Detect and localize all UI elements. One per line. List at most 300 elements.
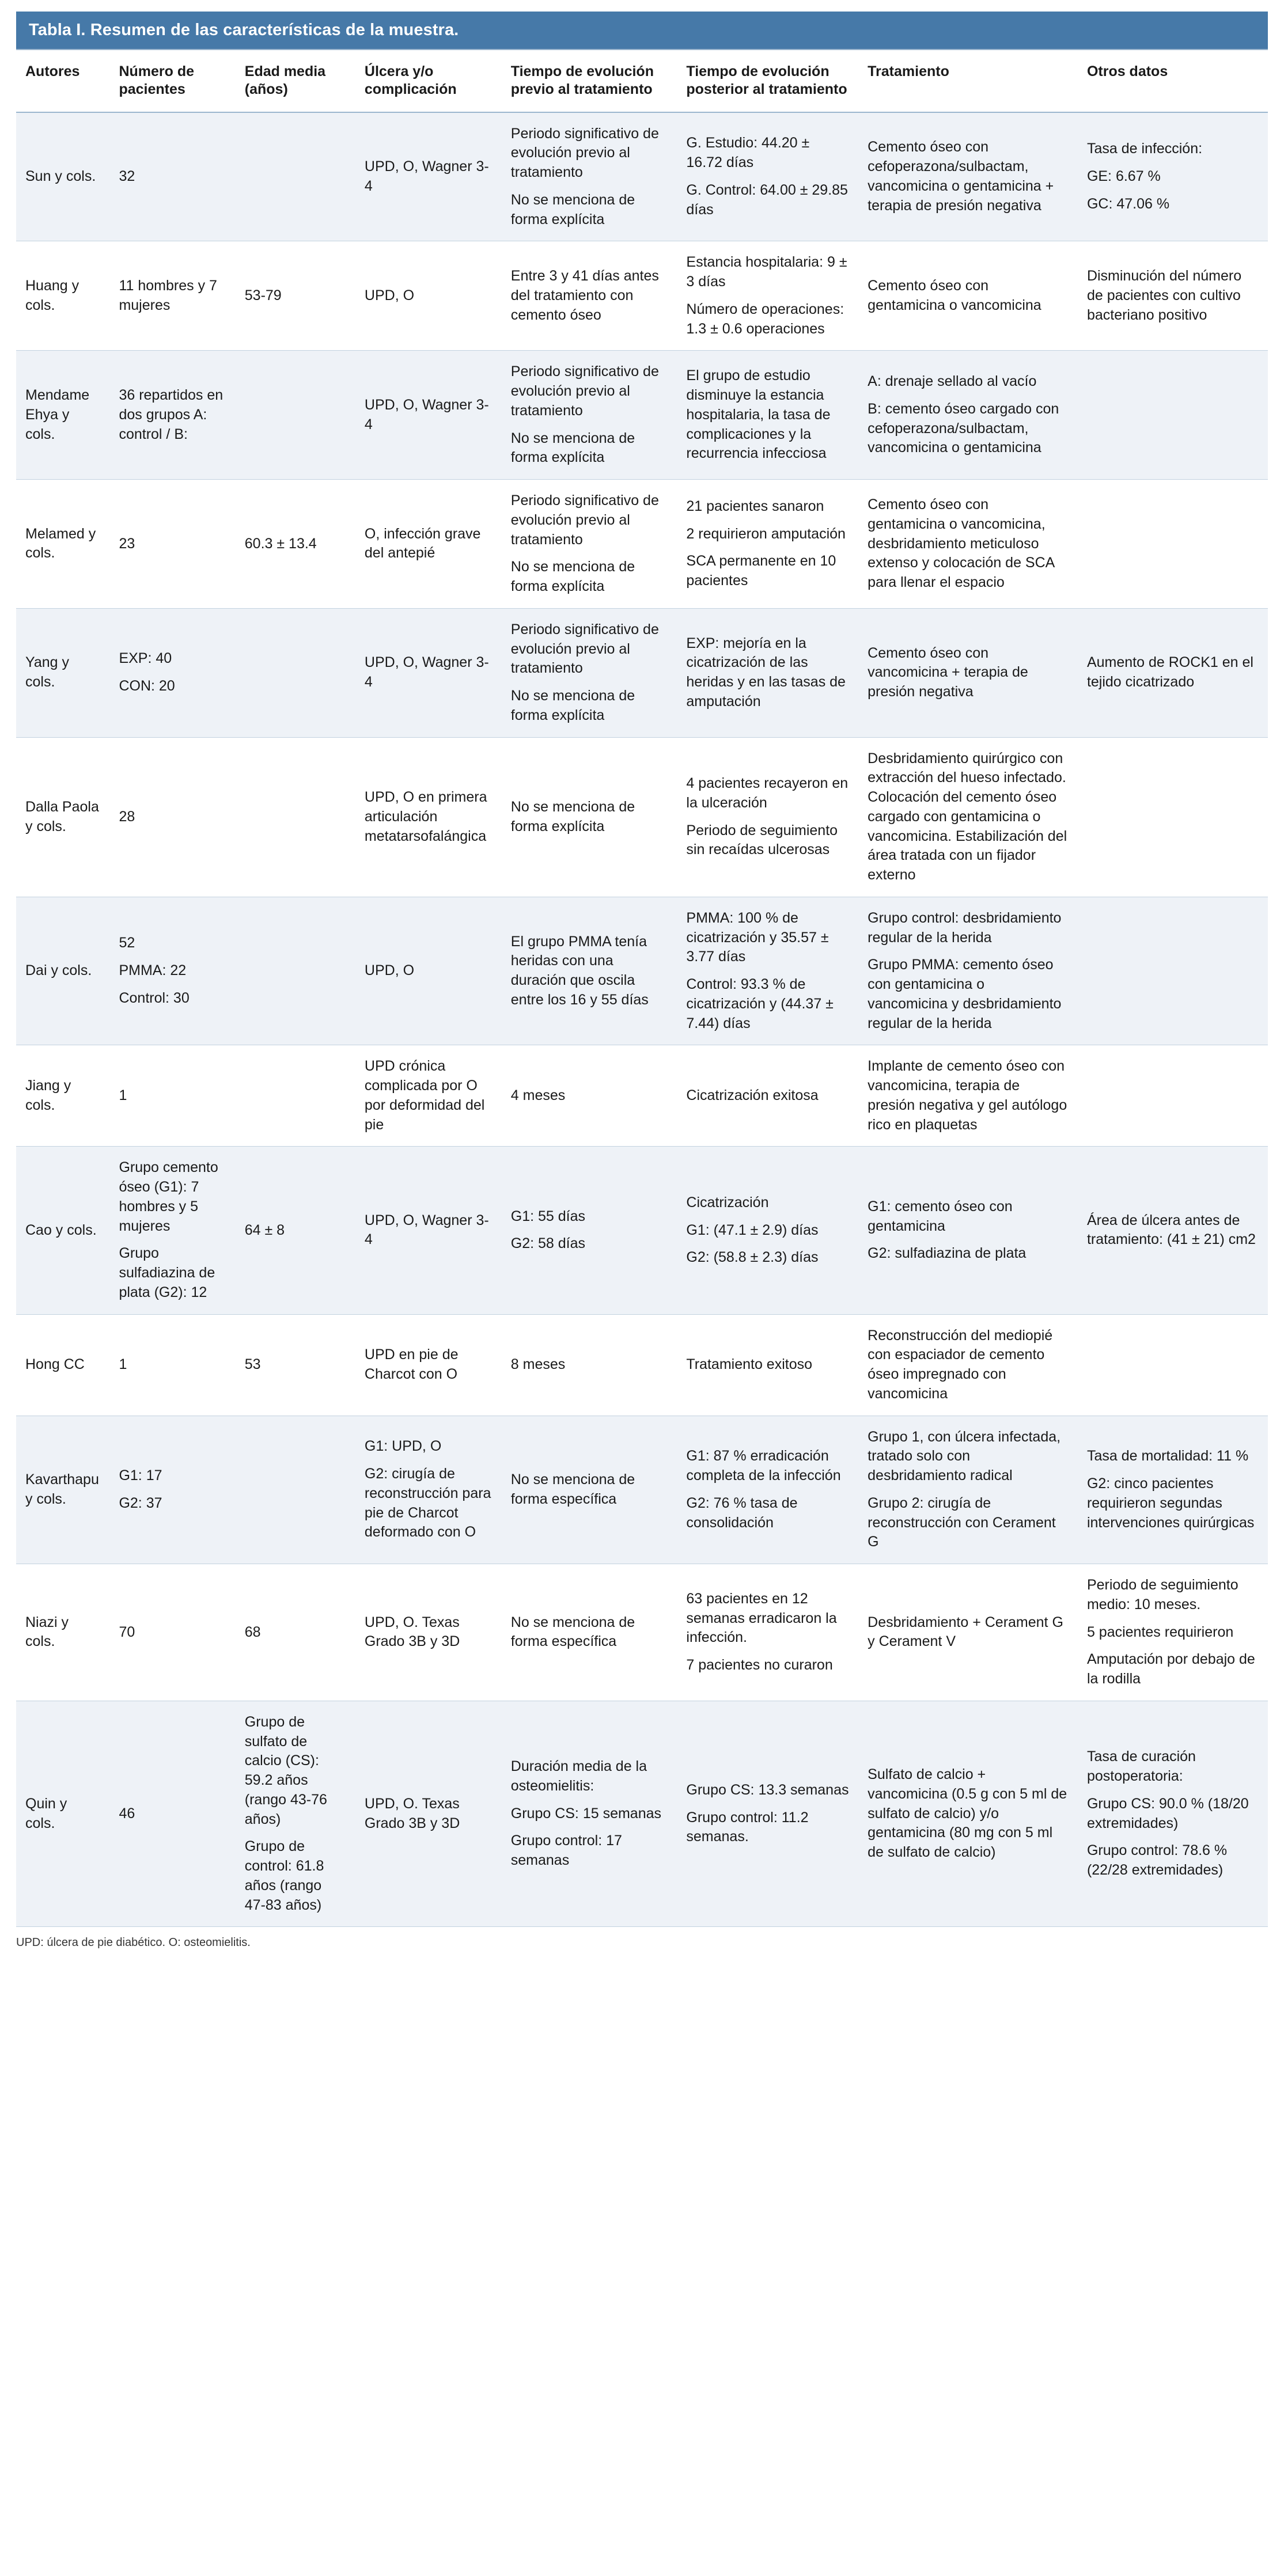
cell-line: Periodo de seguimiento medio: 10 meses.	[1086, 1577, 1238, 1613]
cell-tratamiento	[858, 1147, 1078, 1314]
cell-line: 23	[119, 535, 135, 552]
table-body	[16, 112, 1268, 1927]
cell-content	[511, 267, 668, 325]
cell-line: Tasa de infección:	[1086, 141, 1203, 157]
table-row	[16, 1314, 1268, 1416]
cell-line: UPD en pie de Charcot con O	[364, 1346, 459, 1382]
cell-line: Grupo control: 11.2 semanas.	[686, 1809, 809, 1845]
cell-numero-pacientes	[109, 1416, 235, 1564]
cell-line: 1	[119, 1356, 127, 1373]
cell-content	[686, 1086, 849, 1106]
cell-otros-datos	[1078, 1564, 1268, 1701]
cell-content	[25, 653, 100, 692]
cell-numero-pacientes	[109, 1701, 235, 1927]
column-header-tratamiento: Tratamiento	[858, 50, 1078, 112]
cell-edad-media	[236, 1045, 355, 1147]
cell-line: Dalla Paola y cols.	[25, 798, 99, 834]
cell-ulcera-complicacion	[355, 1314, 502, 1416]
cell-line: UPD, O, Wagner 3-4	[364, 1212, 489, 1248]
cell-tiempo-previo	[502, 1564, 677, 1701]
cell-line: 52	[119, 935, 135, 951]
cell-content	[25, 798, 100, 837]
cell-line: Periodo de seguimiento sin recaídas ulcerosas	[686, 822, 838, 858]
cell-autores	[16, 1416, 109, 1564]
cell-content	[119, 934, 226, 1008]
cell-content	[365, 1795, 493, 1834]
column-header-autores: Autores	[16, 50, 109, 112]
table-header	[16, 50, 1268, 112]
cell-line: Grupo de control: 61.8 años (rango 47-83 años)	[244, 1838, 324, 1913]
cell-content	[686, 634, 849, 712]
cell-content	[511, 798, 668, 837]
cell-numero-pacientes	[109, 608, 235, 737]
cell-line: 28	[119, 808, 135, 825]
cell-line: Área de úlcera antes de tratamiento: (41 ± 21) cm2	[1086, 1212, 1256, 1248]
cell-line: Cemento óseo con gentamicina o vancomicina, desbridamiento meticuloso extenso y colocación de SCA para llenar el espacio	[868, 496, 1054, 590]
cell-otros-datos	[1078, 1147, 1268, 1314]
cell-line: G1: (47.1 ± 2.9) días	[686, 1221, 819, 1238]
cell-line: Cemento óseo con vancomicina + terapia de presión negativa	[868, 644, 1028, 700]
cell-line: No se menciona de forma explícita	[510, 688, 635, 723]
cell-content	[686, 497, 849, 591]
table-caption: Tabla I. Resumen de las características de la muestra.	[16, 12, 1268, 49]
table-row	[16, 1147, 1268, 1314]
cell-content	[511, 1207, 668, 1254]
cell-autores	[16, 1564, 109, 1701]
cell-content	[365, 1437, 493, 1542]
cell-line: G1: cemento óseo con gentamicina	[868, 1198, 1013, 1234]
cell-tiempo-previo	[502, 897, 677, 1045]
cell-line: Tasa de curación postoperatoria:	[1086, 1748, 1196, 1784]
cell-tratamiento	[858, 1314, 1078, 1416]
cell-autores	[16, 897, 109, 1045]
cell-line: Grupo CS: 15 semanas	[510, 1805, 662, 1822]
cell-content	[25, 386, 100, 444]
cell-content	[1087, 653, 1259, 692]
table-row	[16, 351, 1268, 480]
cell-tiempo-posterior	[677, 241, 858, 351]
cell-content	[119, 807, 226, 827]
cell-line: 4 meses	[510, 1087, 566, 1103]
cell-content	[25, 961, 100, 981]
cell-otros-datos	[1078, 1314, 1268, 1416]
cell-tratamiento	[858, 351, 1078, 480]
cell-edad-media	[236, 897, 355, 1045]
cell-line: G. Estudio: 44.20 ± 16.72 días	[686, 135, 810, 171]
cell-otros-datos	[1078, 897, 1268, 1045]
cell-content	[365, 286, 493, 306]
cell-tiempo-previo	[502, 1147, 677, 1314]
cell-line: EXP: 40	[119, 650, 172, 667]
cell-line: UPD, O	[364, 287, 415, 303]
table-row	[16, 241, 1268, 351]
cell-content	[365, 1613, 493, 1652]
cell-line: Melamed y cols.	[25, 525, 96, 562]
cell-line: Reconstrucción del mediopié con espaciador de cemento óseo impregnado con vancomicina	[868, 1327, 1053, 1402]
cell-line: PMMA: 100 % de cicatrización y 35.57 ± 3.77 días	[686, 909, 829, 965]
cell-line: 68	[244, 1623, 261, 1640]
cell-autores	[16, 1147, 109, 1314]
cell-numero-pacientes	[109, 351, 235, 480]
cell-line: UPD, O. Texas Grado 3B y 3D	[364, 1614, 460, 1650]
cell-content	[686, 1447, 849, 1532]
column-header-tiempo-previo: Tiempo de evolución previo al tratamiento	[502, 50, 677, 112]
cell-content	[686, 1355, 849, 1375]
cell-tiempo-previo	[502, 241, 677, 351]
cell-line: Duración media de la osteomielitis:	[510, 1758, 647, 1794]
cell-content	[365, 961, 493, 981]
cell-line: Jiang y cols.	[25, 1078, 71, 1113]
cell-tratamiento	[858, 112, 1078, 241]
cell-ulcera-complicacion	[355, 1564, 502, 1701]
column-header-tiempo-posterior: Tiempo de evolución posterior al tratamiento	[677, 50, 858, 112]
cell-line: No se menciona de forma explícita	[510, 430, 635, 466]
cell-line: Desbridamiento quirúrgico con extracción del hueso infectado. Colocación del cemento óseo cargado con gentamicina o vancomicina. Estabilización del área tratada con un fijador externo	[868, 750, 1067, 883]
cell-line: Número de operaciones: 1.3 ± 0.6 operaciones	[686, 301, 844, 337]
cell-content	[1087, 1747, 1259, 1880]
cell-line: Desbridamiento + Cerament G y Cerament V	[868, 1614, 1063, 1650]
cell-content	[686, 1781, 849, 1847]
cell-line: G2: sulfadiazina de plata	[868, 1245, 1027, 1262]
cell-content	[511, 362, 668, 468]
cell-line: Tratamiento exitoso	[686, 1356, 813, 1373]
cell-line: G1: UPD, O	[364, 1438, 442, 1455]
cell-autores	[16, 241, 109, 351]
cell-line: No se menciona de forma explícita	[510, 798, 635, 834]
cell-tiempo-posterior	[677, 1314, 858, 1416]
cell-edad-media	[236, 1147, 355, 1314]
cell-numero-pacientes	[109, 112, 235, 241]
cell-line: G1: 55 días	[510, 1208, 586, 1224]
cell-line: Yang y cols.	[25, 654, 69, 691]
table-row	[16, 112, 1268, 241]
cell-tiempo-posterior	[677, 1416, 858, 1564]
cell-line: 8 meses	[510, 1356, 566, 1373]
cell-line: Cemento óseo con cefoperazona/sulbactam, vancomicina o gentamicina + terapia de presión negativa	[868, 139, 1054, 214]
cell-tiempo-posterior	[677, 1147, 858, 1314]
table-row	[16, 737, 1268, 897]
cell-line: Amputación por debajo de la rodilla	[1086, 1651, 1255, 1687]
cell-tratamiento	[858, 608, 1078, 737]
cell-content	[119, 534, 226, 554]
cell-line: Periodo significativo de evolución previo al tratamiento	[510, 363, 659, 419]
cell-ulcera-complicacion	[355, 112, 502, 241]
cell-ulcera-complicacion	[355, 1147, 502, 1314]
cell-content	[511, 1086, 668, 1106]
column-header-ulcera-complicacion: Úlcera y/o complicación	[355, 50, 502, 112]
cell-content	[25, 1795, 100, 1834]
cell-numero-pacientes	[109, 480, 235, 609]
cell-line: El grupo de estudio disminuye la estancia hospitalaria, la tasa de complicaciones y la recurrencia infecciosa	[686, 367, 831, 462]
cell-line: 53	[244, 1356, 261, 1373]
cell-ulcera-complicacion	[355, 241, 502, 351]
cell-line: SCA permanente en 10 pacientes	[686, 553, 836, 589]
cell-tiempo-posterior	[677, 1045, 858, 1147]
cell-otros-datos	[1078, 480, 1268, 609]
cell-line: A: drenaje sellado al vacío	[868, 373, 1037, 390]
cell-ulcera-complicacion	[355, 737, 502, 897]
table-row	[16, 608, 1268, 737]
cell-line: UPD crónica complicada por O por deformidad del pie	[364, 1058, 485, 1133]
cell-tiempo-previo	[502, 112, 677, 241]
cell-line: GC: 47.06 %	[1086, 195, 1170, 212]
cell-line: UPD, O, Wagner 3-4	[364, 396, 489, 433]
cell-line: 7 pacientes no curaron	[686, 1657, 833, 1674]
cell-edad-media	[236, 737, 355, 897]
cell-numero-pacientes	[109, 1564, 235, 1701]
cell-content	[119, 1623, 226, 1642]
cell-content	[868, 644, 1069, 702]
cell-content	[245, 286, 346, 306]
table-row	[16, 897, 1268, 1045]
cell-edad-media	[236, 1314, 355, 1416]
cell-ulcera-complicacion	[355, 1045, 502, 1147]
cell-line: UPD, O en primera articulación metatarsofalángica	[364, 789, 487, 844]
cell-content	[511, 620, 668, 726]
cell-line: UPD, O. Texas Grado 3B y 3D	[364, 1795, 460, 1831]
cell-content	[365, 1211, 493, 1250]
cell-content	[119, 1158, 226, 1302]
cell-numero-pacientes	[109, 1147, 235, 1314]
cell-content	[365, 653, 493, 692]
cell-ulcera-complicacion	[355, 897, 502, 1045]
cell-content	[25, 167, 100, 187]
cell-line: G1: 17	[119, 1467, 162, 1484]
cell-line: 70	[119, 1623, 135, 1640]
cell-content	[25, 1470, 100, 1509]
table-row	[16, 1045, 1268, 1147]
cell-line: 21 pacientes sanaron	[686, 498, 824, 514]
table-footnote: UPD: úlcera de pie diabético. O: osteomielitis.	[16, 1936, 251, 1949]
cell-content	[868, 749, 1069, 885]
cell-otros-datos	[1078, 241, 1268, 351]
cell-line: Cicatrización exitosa	[686, 1087, 819, 1103]
cell-line: Grupo control: 17 semanas	[510, 1833, 622, 1869]
cell-line: Dai y cols.	[25, 962, 92, 979]
cell-line: G2: 58 días	[510, 1235, 586, 1252]
cell-content	[1087, 267, 1259, 325]
cell-line: G2: 37	[119, 1494, 162, 1511]
cell-line: 46	[119, 1805, 135, 1822]
cell-line: 63 pacientes en 12 semanas erradicaron la infección.	[686, 1590, 837, 1646]
cell-content	[25, 276, 100, 316]
cell-line: G2: (58.8 ± 2.3) días	[686, 1249, 819, 1266]
cell-autores	[16, 1045, 109, 1147]
cell-numero-pacientes	[109, 1045, 235, 1147]
cell-line: Huang y cols.	[25, 278, 79, 313]
cell-line: G2: 76 % tasa de consolidación	[686, 1494, 798, 1531]
cell-line: 64 ± 8	[244, 1221, 285, 1238]
column-header-numero-pacientes: Número de pacientes	[109, 50, 235, 112]
cell-edad-media	[236, 1564, 355, 1701]
cell-autores	[16, 737, 109, 897]
cell-line: Aumento de ROCK1 en el tejido cicatrizado	[1086, 654, 1253, 691]
cell-content	[686, 253, 849, 339]
cell-content	[1087, 1576, 1259, 1689]
cell-tiempo-previo	[502, 1416, 677, 1564]
cell-content	[1087, 1447, 1259, 1532]
cell-tratamiento	[858, 737, 1078, 897]
cell-tiempo-previo	[502, 1045, 677, 1147]
cell-line: Tasa de mortalidad: 11 %	[1086, 1448, 1249, 1465]
cell-line: Disminución del número de pacientes con cultivo bacteriano positivo	[1086, 268, 1242, 323]
cell-line: Grupo control: desbridamiento regular de la herida	[868, 909, 1062, 946]
cell-ulcera-complicacion	[355, 608, 502, 737]
cell-content	[511, 1470, 668, 1509]
sample-characteristics-table	[16, 49, 1268, 1927]
cell-line: Cao y cols.	[25, 1221, 97, 1238]
cell-tiempo-posterior	[677, 351, 858, 480]
cell-line: Sulfato de calcio + vancomicina (0.5 g con 5 ml de sulfato de calcio) y/o gentamicina (80 mg con 5 ml de sulfato de calcio)	[868, 1766, 1067, 1861]
cell-content	[365, 157, 493, 196]
cell-content	[868, 1197, 1069, 1264]
cell-tratamiento	[858, 480, 1078, 609]
cell-autores	[16, 480, 109, 609]
cell-content	[25, 1076, 100, 1116]
cell-numero-pacientes	[109, 897, 235, 1045]
cell-line: GE: 6.67 %	[1086, 168, 1161, 184]
cell-tiempo-previo	[502, 608, 677, 737]
cell-edad-media	[236, 241, 355, 351]
cell-content	[365, 525, 493, 564]
cell-content	[365, 1057, 493, 1135]
cell-numero-pacientes	[109, 737, 235, 897]
cell-line: G1: 87 % erradicación completa de la infección	[686, 1448, 841, 1484]
cell-content	[245, 1623, 346, 1642]
cell-content	[686, 774, 849, 860]
cell-line: 1	[119, 1087, 127, 1103]
cell-content	[119, 1086, 226, 1106]
cell-line: Entre 3 y 41 días antes del tratamiento con cemento óseo	[510, 268, 659, 323]
cell-line: G2: cirugía de reconstrucción para pie de Charcot deformado con O	[364, 1466, 491, 1541]
cell-content	[868, 276, 1069, 316]
cell-autores	[16, 1314, 109, 1416]
cell-line: 36 repartidos en dos grupos A: control / B:	[119, 387, 224, 442]
cell-content	[119, 1355, 226, 1375]
cell-content	[245, 1713, 346, 1915]
cell-content	[119, 386, 226, 444]
column-header-otros-datos: Otros datos	[1078, 50, 1268, 112]
cell-tiempo-previo	[502, 480, 677, 609]
cell-ulcera-complicacion	[355, 1416, 502, 1564]
cell-line: Grupo sulfadiazina de plata (G2): 12	[119, 1245, 215, 1300]
cell-content	[686, 1589, 849, 1675]
cell-tiempo-previo	[502, 737, 677, 897]
cell-content	[25, 1355, 100, 1375]
cell-content	[868, 1765, 1069, 1862]
cell-line: Periodo significativo de evolución previo al tratamiento	[510, 492, 659, 548]
cell-line: Grupo control: 78.6 % (22/28 extremidades)	[1086, 1842, 1228, 1878]
cell-line: Kavarthapu y cols.	[25, 1471, 99, 1507]
cell-content	[1087, 139, 1259, 214]
cell-line: 5 pacientes requirieron	[1086, 1623, 1234, 1640]
cell-content	[119, 1466, 226, 1513]
cell-content	[511, 1613, 668, 1652]
cell-content	[868, 372, 1069, 458]
cell-line: Grupo CS: 90.0 % (18/20 extremidades)	[1086, 1795, 1249, 1831]
cell-edad-media	[236, 1701, 355, 1927]
cell-content	[511, 1355, 668, 1375]
cell-content	[868, 1428, 1069, 1553]
cell-tratamiento	[858, 1564, 1078, 1701]
cell-content	[686, 366, 849, 464]
cell-line: Grupo PMMA: cemento óseo con gentamicina o vancomicina y desbridamiento regular de la herida	[868, 957, 1062, 1031]
cell-line: 4 pacientes recayeron en la ulceración	[686, 775, 849, 811]
cell-otros-datos	[1078, 608, 1268, 737]
cell-content	[686, 909, 849, 1034]
cell-line: G2: cinco pacientes requirieron segundas intervenciones quirúrgicas	[1086, 1475, 1255, 1531]
cell-autores	[16, 608, 109, 737]
cell-tratamiento	[858, 1045, 1078, 1147]
cell-content	[365, 788, 493, 846]
cell-line: EXP: mejoría en la cicatrización de las heridas y en las tasas de amputación	[686, 635, 846, 710]
cell-otros-datos	[1078, 1045, 1268, 1147]
cell-content	[686, 134, 849, 219]
cell-line: Cemento óseo con gentamicina o vancomicina	[868, 278, 1041, 313]
cell-content	[868, 1057, 1069, 1135]
cell-line: 32	[119, 168, 135, 184]
cell-line: 60.3 ± 13.4	[244, 535, 317, 552]
cell-tiempo-previo	[502, 351, 677, 480]
cell-line: 11 hombres y 7 mujeres	[119, 278, 217, 313]
cell-tiempo-posterior	[677, 112, 858, 241]
cell-ulcera-complicacion	[355, 351, 502, 480]
cell-otros-datos	[1078, 1701, 1268, 1927]
cell-tratamiento	[858, 1416, 1078, 1564]
cell-otros-datos	[1078, 351, 1268, 480]
cell-line: UPD, O, Wagner 3-4	[364, 158, 489, 194]
cell-line: Sun y cols.	[25, 168, 96, 184]
cell-content	[511, 1757, 668, 1871]
cell-edad-media	[236, 112, 355, 241]
cell-content	[365, 1345, 493, 1384]
column-header-edad-media: Edad media (años)	[236, 50, 355, 112]
cell-content	[868, 495, 1069, 593]
cell-tiempo-posterior	[677, 1564, 858, 1701]
cell-line: Periodo significativo de evolución previo al tratamiento	[510, 125, 659, 180]
cell-line: Control: 30	[119, 989, 190, 1006]
cell-content	[25, 525, 100, 564]
cell-line: No se menciona de forma explícita	[510, 559, 635, 594]
cell-content	[245, 534, 346, 554]
cell-line: PMMA: 22	[119, 962, 187, 979]
cell-tratamiento	[858, 897, 1078, 1045]
cell-edad-media	[236, 351, 355, 480]
cell-content	[25, 1613, 100, 1652]
table-row	[16, 1416, 1268, 1564]
cell-content	[365, 396, 493, 435]
cell-tiempo-posterior	[677, 897, 858, 1045]
cell-tiempo-previo	[502, 1701, 677, 1927]
cell-content	[868, 1613, 1069, 1652]
cell-line: 53-79	[244, 287, 282, 303]
cell-edad-media	[236, 608, 355, 737]
cell-autores	[16, 112, 109, 241]
cell-line: Grupo de sulfato de calcio (CS): 59.2 años (rango 43-76 años)	[244, 1713, 327, 1827]
cell-line: Grupo cemento óseo (G1): 7 hombres y 5 mujeres	[119, 1159, 218, 1234]
cell-line: Niazi y cols.	[25, 1614, 69, 1650]
cell-content	[25, 1221, 100, 1240]
cell-line: B: cemento óseo cargado con cefoperazona/sulbactam, vancomicina o gentamicina	[868, 400, 1059, 456]
cell-line: No se menciona de forma específica	[510, 1471, 635, 1507]
cell-otros-datos	[1078, 737, 1268, 897]
cell-line: No se menciona de forma explícita	[510, 191, 635, 227]
cell-content	[868, 1326, 1069, 1404]
cell-autores	[16, 351, 109, 480]
cell-tiempo-posterior	[677, 608, 858, 737]
cell-line: Cicatrización	[686, 1194, 769, 1211]
cell-tiempo-previo	[502, 1314, 677, 1416]
